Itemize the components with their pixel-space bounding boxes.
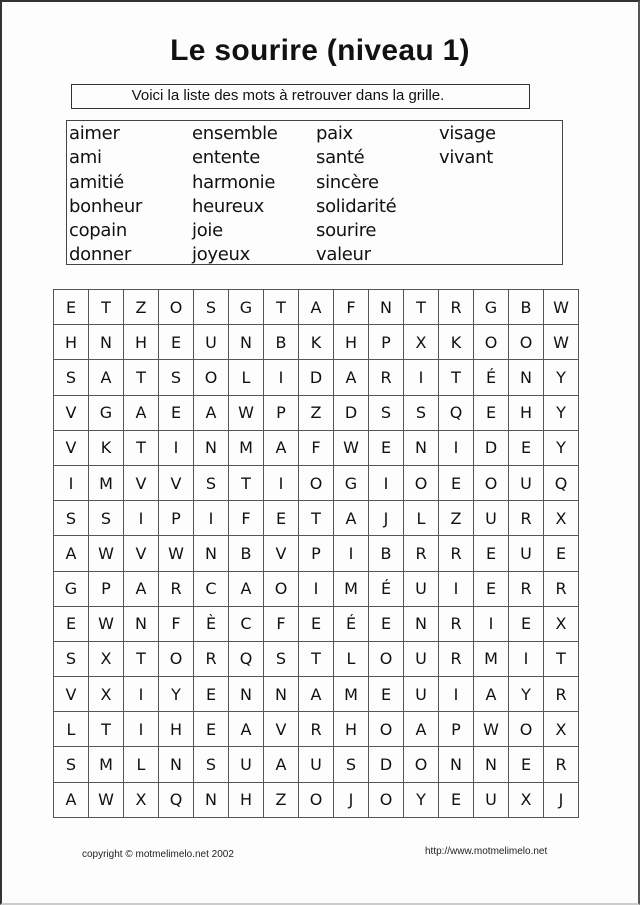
grid-cell[interactable]: C bbox=[194, 572, 229, 607]
grid-cell[interactable]: U bbox=[404, 677, 439, 712]
grid-cell[interactable]: T bbox=[544, 642, 579, 677]
grid-cell[interactable]: M bbox=[334, 677, 369, 712]
grid-cell[interactable]: I bbox=[439, 431, 474, 466]
grid-cell[interactable]: A bbox=[89, 360, 124, 395]
grid-cell[interactable]: O bbox=[299, 466, 334, 501]
grid-cell[interactable]: Z bbox=[299, 396, 334, 431]
grid-cell[interactable]: D bbox=[474, 431, 509, 466]
grid-cell[interactable]: M bbox=[89, 466, 124, 501]
word-item: donner bbox=[69, 244, 131, 266]
word-column bbox=[192, 122, 278, 268]
word-item: bonheur bbox=[69, 195, 143, 217]
grid-cell[interactable]: I bbox=[439, 677, 474, 712]
grid-cell[interactable]: G bbox=[54, 572, 89, 607]
grid-cell[interactable]: S bbox=[369, 396, 404, 431]
grid-cell[interactable]: L bbox=[54, 712, 89, 747]
grid-cell[interactable]: U bbox=[404, 642, 439, 677]
grid-cell[interactable]: N bbox=[264, 677, 299, 712]
grid-cell[interactable]: E bbox=[439, 466, 474, 501]
grid-cell[interactable]: A bbox=[54, 536, 89, 571]
grid-cell[interactable]: N bbox=[159, 747, 194, 782]
grid-cell[interactable]: V bbox=[124, 536, 159, 571]
word-item: entente bbox=[192, 147, 261, 169]
grid-cell[interactable]: N bbox=[439, 747, 474, 782]
grid-cell[interactable]: P bbox=[369, 325, 404, 360]
grid-cell[interactable]: G bbox=[89, 396, 124, 431]
grid-cell[interactable]: O bbox=[404, 466, 439, 501]
grid-cell[interactable]: M bbox=[89, 747, 124, 782]
grid-cell[interactable]: B bbox=[264, 325, 299, 360]
grid-cell[interactable]: Z bbox=[439, 501, 474, 536]
word-item: santé bbox=[316, 147, 365, 169]
grid-cell[interactable]: A bbox=[334, 501, 369, 536]
grid-cell[interactable]: E bbox=[194, 677, 229, 712]
word-item: heureux bbox=[192, 195, 264, 217]
grid-cell[interactable]: U bbox=[229, 747, 264, 782]
grid-cell[interactable]: F bbox=[299, 431, 334, 466]
grid-cell[interactable]: F bbox=[334, 290, 369, 325]
grid-cell[interactable]: P bbox=[299, 536, 334, 571]
grid-cell[interactable]: N bbox=[404, 607, 439, 642]
grid-cell[interactable]: A bbox=[229, 572, 264, 607]
grid-cell[interactable]: A bbox=[264, 747, 299, 782]
grid-cell[interactable]: Q bbox=[229, 642, 264, 677]
grid-cell[interactable]: T bbox=[439, 360, 474, 395]
grid-cell[interactable]: H bbox=[334, 325, 369, 360]
grid-cell[interactable]: I bbox=[54, 466, 89, 501]
word-item: ensemble bbox=[192, 123, 278, 144]
grid-cell[interactable]: X bbox=[544, 607, 579, 642]
grid-cell[interactable]: W bbox=[544, 290, 579, 325]
grid-cell[interactable]: F bbox=[229, 501, 264, 536]
grid-cell[interactable]: L bbox=[404, 501, 439, 536]
grid-cell[interactable]: A bbox=[264, 431, 299, 466]
grid-cell[interactable]: Z bbox=[264, 783, 299, 818]
grid-cell[interactable]: S bbox=[264, 642, 299, 677]
grid-cell[interactable]: W bbox=[89, 783, 124, 818]
grid-cell[interactable]: I bbox=[124, 712, 159, 747]
grid-cell[interactable]: N bbox=[229, 677, 264, 712]
grid-cell[interactable]: R bbox=[544, 677, 579, 712]
grid-cell[interactable]: E bbox=[474, 572, 509, 607]
word-item: sourire bbox=[316, 220, 377, 242]
grid-cell[interactable]: E bbox=[54, 290, 89, 325]
grid-cell[interactable]: A bbox=[404, 712, 439, 747]
website-url: http://www.motmelimelo.net bbox=[425, 846, 548, 857]
grid-cell[interactable]: É bbox=[334, 607, 369, 642]
grid-cell[interactable]: E bbox=[544, 536, 579, 571]
grid-cell[interactable]: W bbox=[159, 536, 194, 571]
grid-cell[interactable]: X bbox=[89, 642, 124, 677]
word-column bbox=[316, 122, 396, 268]
grid-cell[interactable]: A bbox=[474, 677, 509, 712]
grid-cell[interactable]: T bbox=[229, 466, 264, 501]
grid-cell[interactable]: O bbox=[299, 783, 334, 818]
grid-cell[interactable]: P bbox=[264, 396, 299, 431]
grid-cell[interactable]: G bbox=[474, 290, 509, 325]
grid-cell[interactable]: O bbox=[404, 747, 439, 782]
word-item: sincère bbox=[316, 171, 379, 193]
grid-cell[interactable]: U bbox=[474, 501, 509, 536]
grid-cell[interactable]: I bbox=[404, 360, 439, 395]
grid-cell[interactable]: A bbox=[299, 677, 334, 712]
grid-cell[interactable]: W bbox=[474, 712, 509, 747]
grid-cell[interactable]: G bbox=[334, 466, 369, 501]
grid-cell[interactable]: Q bbox=[439, 396, 474, 431]
grid-cell[interactable]: P bbox=[159, 501, 194, 536]
grid-cell[interactable]: U bbox=[299, 747, 334, 782]
grid-cell[interactable]: O bbox=[369, 642, 404, 677]
grid-cell[interactable]: T bbox=[299, 501, 334, 536]
grid-cell[interactable]: L bbox=[124, 747, 159, 782]
grid-cell[interactable]: N bbox=[89, 325, 124, 360]
grid-cell[interactable]: R bbox=[369, 360, 404, 395]
grid-cell[interactable]: K bbox=[299, 325, 334, 360]
instruction-box: Voici la liste des mots à retrouver dans la grille. bbox=[71, 84, 530, 109]
grid-cell[interactable]: K bbox=[89, 431, 124, 466]
grid-cell[interactable]: N bbox=[369, 290, 404, 325]
word-item: paix bbox=[316, 123, 353, 144]
word-item: copain bbox=[69, 220, 127, 242]
grid-cell[interactable]: V bbox=[124, 466, 159, 501]
grid-cell[interactable]: E bbox=[369, 677, 404, 712]
grid-cell[interactable]: W bbox=[89, 607, 124, 642]
grid-cell[interactable]: H bbox=[54, 325, 89, 360]
grid-cell[interactable]: I bbox=[509, 642, 544, 677]
grid-cell[interactable]: H bbox=[509, 396, 544, 431]
grid-cell[interactable]: A bbox=[124, 396, 159, 431]
grid-cell[interactable]: S bbox=[54, 360, 89, 395]
grid-cell[interactable]: P bbox=[439, 712, 474, 747]
page-title: Le sourire (niveau 1) bbox=[170, 34, 470, 67]
grid-cell[interactable]: E bbox=[299, 607, 334, 642]
grid-cell[interactable]: D bbox=[369, 747, 404, 782]
grid-cell[interactable]: R bbox=[194, 642, 229, 677]
grid-cell[interactable]: J bbox=[334, 783, 369, 818]
grid-cell[interactable]: E bbox=[474, 396, 509, 431]
grid-cell[interactable]: N bbox=[229, 325, 264, 360]
grid-cell[interactable]: F bbox=[264, 607, 299, 642]
grid-cell[interactable]: E bbox=[509, 431, 544, 466]
grid-cell[interactable]: X bbox=[404, 325, 439, 360]
grid-cell[interactable]: Y bbox=[159, 677, 194, 712]
grid-cell[interactable]: É bbox=[474, 360, 509, 395]
grid-cell[interactable]: O bbox=[159, 642, 194, 677]
grid-cell[interactable]: X bbox=[124, 783, 159, 818]
grid-cell[interactable]: C bbox=[229, 607, 264, 642]
grid-cell[interactable]: B bbox=[229, 536, 264, 571]
grid-cell[interactable]: O bbox=[474, 325, 509, 360]
grid-cell[interactable]: M bbox=[334, 572, 369, 607]
word-item: solidarité bbox=[316, 195, 397, 217]
grid-cell[interactable]: O bbox=[159, 290, 194, 325]
grid-cell[interactable]: K bbox=[439, 325, 474, 360]
grid-cell[interactable]: H bbox=[124, 325, 159, 360]
word-list bbox=[66, 120, 563, 265]
grid-cell[interactable]: I bbox=[299, 572, 334, 607]
grid-cell[interactable]: H bbox=[159, 712, 194, 747]
word-item: amitié bbox=[69, 171, 124, 193]
grid-cell[interactable]: A bbox=[229, 712, 264, 747]
grid-cell[interactable]: N bbox=[194, 536, 229, 571]
grid-cell[interactable]: E bbox=[509, 747, 544, 782]
grid-cell[interactable]: X bbox=[544, 501, 579, 536]
grid-cell[interactable]: U bbox=[404, 572, 439, 607]
grid-cell[interactable]: S bbox=[404, 396, 439, 431]
grid-cell[interactable]: M bbox=[229, 431, 264, 466]
grid-cell[interactable]: T bbox=[299, 642, 334, 677]
grid-cell[interactable]: R bbox=[509, 572, 544, 607]
grid-cell[interactable]: E bbox=[369, 431, 404, 466]
grid-cell[interactable]: W bbox=[89, 536, 124, 571]
grid-cell[interactable]: Z bbox=[124, 290, 159, 325]
grid-cell[interactable]: V bbox=[54, 677, 89, 712]
grid-cell[interactable]: G bbox=[229, 290, 264, 325]
word-column bbox=[69, 122, 142, 268]
word-item: valeur bbox=[316, 244, 371, 266]
word-column bbox=[439, 122, 496, 171]
grid-cell[interactable]: V bbox=[264, 712, 299, 747]
grid-cell[interactable]: H bbox=[334, 712, 369, 747]
grid-cell[interactable]: N bbox=[124, 607, 159, 642]
word-search-grid bbox=[53, 289, 579, 818]
grid-cell[interactable]: T bbox=[89, 712, 124, 747]
grid-cell[interactable]: Y bbox=[544, 396, 579, 431]
grid-cell[interactable]: A bbox=[299, 290, 334, 325]
grid-cell[interactable]: E bbox=[369, 607, 404, 642]
grid-cell[interactable]: V bbox=[54, 431, 89, 466]
grid-cell[interactable]: O bbox=[474, 466, 509, 501]
grid-cell[interactable]: R bbox=[159, 572, 194, 607]
grid-cell[interactable]: F bbox=[159, 607, 194, 642]
grid-cell[interactable]: Y bbox=[404, 783, 439, 818]
grid-cell[interactable]: E bbox=[159, 325, 194, 360]
grid-cell[interactable]: Y bbox=[544, 431, 579, 466]
grid-cell[interactable]: N bbox=[194, 431, 229, 466]
grid-cell[interactable]: O bbox=[264, 572, 299, 607]
grid-cell[interactable]: L bbox=[229, 360, 264, 395]
grid-cell[interactable]: S bbox=[89, 501, 124, 536]
word-item: visage bbox=[439, 123, 496, 144]
grid-cell[interactable]: V bbox=[264, 536, 299, 571]
grid-cell[interactable]: W bbox=[229, 396, 264, 431]
grid-cell[interactable]: Y bbox=[509, 677, 544, 712]
grid-cell[interactable]: R bbox=[299, 712, 334, 747]
grid-cell[interactable]: É bbox=[369, 572, 404, 607]
grid-cell[interactable]: U bbox=[194, 325, 229, 360]
grid-cell[interactable]: Q bbox=[544, 466, 579, 501]
grid-cell[interactable]: I bbox=[194, 501, 229, 536]
word-item: joie bbox=[192, 220, 223, 242]
grid-cell[interactable]: I bbox=[369, 466, 404, 501]
grid-cell[interactable]: S bbox=[194, 747, 229, 782]
grid-cell[interactable]: J bbox=[544, 783, 579, 818]
grid-cell[interactable]: E bbox=[509, 607, 544, 642]
grid-cell[interactable]: W bbox=[334, 431, 369, 466]
grid-cell[interactable]: M bbox=[474, 642, 509, 677]
grid-cell[interactable]: O bbox=[194, 360, 229, 395]
grid-cell[interactable]: V bbox=[54, 396, 89, 431]
grid-cell[interactable]: S bbox=[159, 360, 194, 395]
grid-cell[interactable]: U bbox=[509, 536, 544, 571]
grid-cell[interactable]: R bbox=[509, 501, 544, 536]
grid-cell[interactable]: E bbox=[264, 501, 299, 536]
grid-cell[interactable]: P bbox=[89, 572, 124, 607]
grid-cell[interactable]: R bbox=[439, 536, 474, 571]
grid-cell[interactable]: A bbox=[194, 396, 229, 431]
grid-cell[interactable]: T bbox=[404, 290, 439, 325]
grid-cell[interactable]: A bbox=[124, 572, 159, 607]
grid-cell[interactable]: O bbox=[369, 783, 404, 818]
grid-cell[interactable]: E bbox=[194, 712, 229, 747]
copyright-text: copyright © motmelimelo.net 2002 bbox=[82, 849, 234, 860]
grid-cell[interactable]: W bbox=[544, 325, 579, 360]
grid-cell[interactable]: R bbox=[404, 536, 439, 571]
grid-cell[interactable]: I bbox=[334, 536, 369, 571]
grid-cell[interactable]: R bbox=[544, 572, 579, 607]
grid-cell[interactable]: U bbox=[509, 466, 544, 501]
grid-cell[interactable]: I bbox=[264, 360, 299, 395]
grid-cell[interactable]: I bbox=[124, 501, 159, 536]
grid-cell[interactable]: S bbox=[194, 290, 229, 325]
grid-cell[interactable]: T bbox=[264, 290, 299, 325]
grid-cell[interactable]: I bbox=[264, 466, 299, 501]
grid-cell[interactable]: B bbox=[509, 290, 544, 325]
grid-cell[interactable]: S bbox=[334, 747, 369, 782]
grid-cell[interactable]: V bbox=[159, 466, 194, 501]
grid-cell[interactable]: X bbox=[544, 712, 579, 747]
grid-cell[interactable]: N bbox=[509, 360, 544, 395]
grid-cell[interactable]: T bbox=[124, 431, 159, 466]
grid-cell[interactable]: L bbox=[334, 642, 369, 677]
grid-cell[interactable]: T bbox=[124, 360, 159, 395]
grid-cell[interactable]: E bbox=[439, 783, 474, 818]
grid-cell[interactable]: Y bbox=[544, 360, 579, 395]
grid-cell[interactable]: H bbox=[229, 783, 264, 818]
grid-cell[interactable]: O bbox=[369, 712, 404, 747]
word-item: vivant bbox=[439, 147, 494, 169]
grid-cell[interactable]: N bbox=[194, 783, 229, 818]
word-item: joyeux bbox=[192, 244, 251, 266]
word-item: aimer bbox=[69, 123, 120, 144]
grid-cell[interactable]: È bbox=[194, 607, 229, 642]
grid-cell[interactable]: B bbox=[369, 536, 404, 571]
grid-cell[interactable]: S bbox=[54, 747, 89, 782]
grid-cell[interactable]: O bbox=[509, 325, 544, 360]
grid-cell[interactable]: T bbox=[89, 290, 124, 325]
grid-cell[interactable]: E bbox=[54, 607, 89, 642]
grid-cell[interactable]: A bbox=[334, 360, 369, 395]
grid-cell[interactable]: I bbox=[124, 677, 159, 712]
grid-cell[interactable]: R bbox=[439, 290, 474, 325]
grid-cell[interactable]: R bbox=[439, 607, 474, 642]
grid-cell[interactable]: S bbox=[54, 642, 89, 677]
grid-cell[interactable]: N bbox=[474, 747, 509, 782]
grid-cell[interactable]: I bbox=[474, 607, 509, 642]
grid-cell[interactable]: J bbox=[369, 501, 404, 536]
grid-cell[interactable]: S bbox=[194, 466, 229, 501]
grid-cell[interactable]: A bbox=[54, 783, 89, 818]
grid-cell[interactable]: X bbox=[509, 783, 544, 818]
word-item: ami bbox=[69, 147, 102, 169]
grid-cell[interactable]: R bbox=[544, 747, 579, 782]
grid-cell[interactable]: E bbox=[159, 396, 194, 431]
grid-cell[interactable]: U bbox=[474, 783, 509, 818]
grid-cell[interactable]: R bbox=[439, 642, 474, 677]
grid-cell[interactable]: Q bbox=[159, 783, 194, 818]
grid-cell[interactable]: T bbox=[124, 642, 159, 677]
grid-cell[interactable]: D bbox=[334, 396, 369, 431]
grid-cell[interactable]: X bbox=[89, 677, 124, 712]
grid-cell[interactable]: N bbox=[404, 431, 439, 466]
grid-cell[interactable]: D bbox=[299, 360, 334, 395]
grid-cell[interactable]: S bbox=[54, 501, 89, 536]
grid-cell[interactable]: E bbox=[474, 536, 509, 571]
grid-cell[interactable]: O bbox=[509, 712, 544, 747]
word-item: harmonie bbox=[192, 171, 276, 193]
grid-cell[interactable]: I bbox=[439, 572, 474, 607]
grid-cell[interactable]: I bbox=[159, 431, 194, 466]
